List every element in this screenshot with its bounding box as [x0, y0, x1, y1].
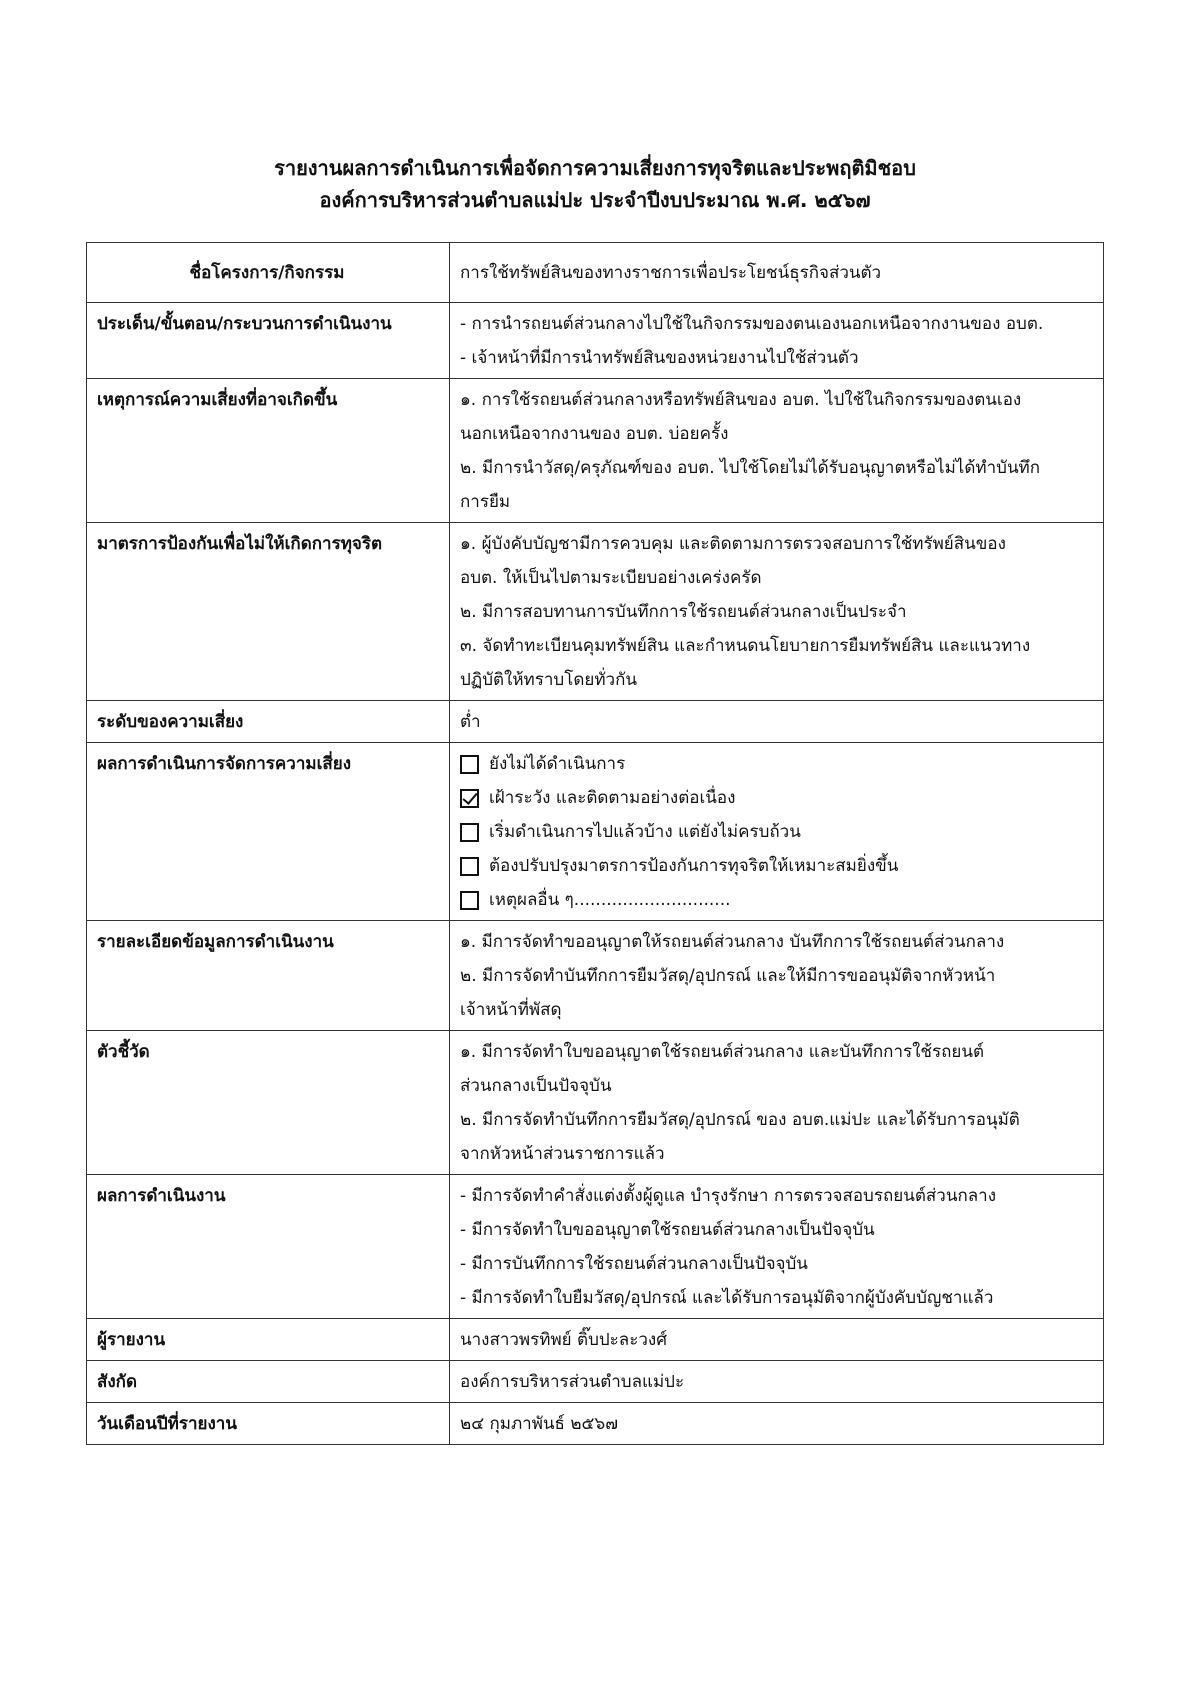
- management-option: [460, 781, 1091, 815]
- prevention-line: ๒. มีการสอบทานการบันทึกการใช้รถยนต์ส่วนกลางเป็นประจำ: [460, 602, 907, 622]
- checkbox-icon[interactable]: [460, 755, 479, 774]
- table-row-project: [87, 243, 1104, 303]
- details-line: ๑. มีการจัดทำขออนุญาตให้รถยนต์ส่วนกลาง บันทึกการใช้รถยนต์ส่วนกลาง: [460, 932, 1005, 952]
- table-row-affiliation: [87, 1361, 1104, 1403]
- table-row-risk-level: [87, 701, 1104, 743]
- indicators-value: [450, 1031, 1104, 1175]
- process-line: - เจ้าหน้าที่มีการนำทรัพย์สินของหน่วยงานไปใช้ส่วนตัว: [460, 348, 859, 368]
- prevention-label: มาตรการป้องกันเพื่อไม่ให้เกิดการทุจริต: [87, 523, 450, 701]
- risk-events-label: เหตุการณ์ความเสี่ยงที่อาจเกิดขึ้น: [87, 379, 450, 523]
- checkbox-icon[interactable]: [460, 823, 479, 842]
- results-line: - มีการบันทึกการใช้รถยนต์ส่วนกลางเป็นปัจจุบัน: [460, 1254, 808, 1274]
- reporter-value: นางสาวพรทิพย์ ติ๊บปะละวงศ์: [450, 1319, 1104, 1361]
- indicators-line: ส่วนกลางเป็นปัจจุบัน: [460, 1076, 612, 1096]
- table-row-results: [87, 1175, 1104, 1319]
- table-row-risk-events: [87, 379, 1104, 523]
- affiliation-value: องค์การบริหารส่วนตำบลแม่ปะ: [450, 1361, 1104, 1403]
- results-line: - มีการจัดทำคำสั่งแต่งตั้งผู้ดูแล บำรุงรักษา การตรวจสอบรถยนต์ส่วนกลาง: [460, 1186, 996, 1206]
- management-option-label: เหตุผลอื่น ๆ.............................: [489, 890, 731, 910]
- report-title-line-2: องค์การบริหารส่วนตำบลแม่ปะ ประจำปีงบประมาณ พ.ศ. ๒๕๖๗: [319, 188, 871, 212]
- indicators-line: ๑. มีการจัดทำใบขออนุญาตใช้รถยนต์ส่วนกลาง และบันทึกการใช้รถยนต์: [460, 1042, 985, 1062]
- risk-events-line: ๑. การใช้รถยนต์ส่วนกลางหรือทรัพย์สินของ อบต. ไปใช้ในกิจกรรมของตนเอง: [460, 390, 1022, 410]
- process-line: - การนำรถยนต์ส่วนกลางไปใช้ในกิจกรรมของตนเองนอกเหนือจากงานของ อบต.: [460, 314, 1044, 334]
- project-value: การใช้ทรัพย์สินของทางราชการเพื่อประโยชน์ธุรกิจส่วนตัว: [450, 243, 1104, 303]
- indicators-label: ตัวชี้วัด: [87, 1031, 450, 1175]
- table-row-management-result: [87, 743, 1104, 921]
- prevention-line: ๓. จัดทำทะเบียนคุมทรัพย์สิน และกำหนดนโยบายการยืมทรัพย์สิน และแนวทาง: [460, 636, 1031, 656]
- affiliation-label: สังกัด: [87, 1361, 450, 1403]
- checkbox-icon[interactable]: [460, 891, 479, 910]
- table-row-process: [87, 303, 1104, 379]
- details-line: ๒. มีการจัดทำบันทึกการยืมวัสดุ/อุปกรณ์ และให้มีการขออนุมัติจากหัวหน้า: [460, 966, 996, 986]
- table-row-indicators: [87, 1031, 1104, 1175]
- details-label: รายละเอียดข้อมูลการดำเนินงาน: [87, 921, 450, 1031]
- prevention-line: ๑. ผู้บังคับบัญชามีการควบคุม และติดตามการตรวจสอบการใช้ทรัพย์สินของ: [460, 534, 1006, 554]
- process-label: ประเด็น/ขั้นตอน/กระบวนการดำเนินงาน: [87, 303, 450, 379]
- management-result-options: [450, 743, 1104, 921]
- report-title-line-1: รายงานผลการดำเนินการเพื่อจัดการความเสี่ยงการทุจริตและประพฤติมิชอบ: [274, 156, 916, 180]
- project-label: ชื่อโครงการ/กิจกรรม: [87, 243, 450, 303]
- results-line: - มีการจัดทำใบยืมวัสดุ/อุปกรณ์ และได้รับการอนุมัติจากผู้บังคับบัญชาแล้ว: [460, 1288, 994, 1308]
- checkbox-icon[interactable]: [460, 857, 479, 876]
- management-option-label: ยังไม่ได้ดำเนินการ: [489, 754, 626, 774]
- results-line: - มีการจัดทำใบขออนุญาตใช้รถยนต์ส่วนกลางเป็นปัจจุบัน: [460, 1220, 875, 1240]
- management-option: [460, 747, 1091, 781]
- results-value: [450, 1175, 1104, 1319]
- report-header: [0, 152, 1190, 216]
- prevention-value: [450, 523, 1104, 701]
- report-date-label: วันเดือนปีที่รายงาน: [87, 1403, 450, 1445]
- risk-events-line: นอกเหนือจากงานของ อบต. บ่อยครั้ง: [460, 424, 729, 444]
- risk-events-line: การยืม: [460, 492, 511, 512]
- reporter-label: ผู้รายงาน: [87, 1319, 450, 1361]
- management-option: [460, 815, 1091, 849]
- details-line: เจ้าหน้าที่พัสดุ: [460, 1000, 562, 1020]
- management-result-label: ผลการดำเนินการจัดการความเสี่ยง: [87, 743, 450, 921]
- indicators-line: ๒. มีการจัดทำบันทึกการยืมวัสดุ/อุปกรณ์ ของ อบต.แม่ปะ และได้รับการอนุมัติ: [460, 1110, 1020, 1130]
- prevention-line: ปฏิบัติให้ทราบโดยทั่วกัน: [460, 670, 638, 690]
- results-label: ผลการดำเนินงาน: [87, 1175, 450, 1319]
- management-option: [460, 849, 1091, 883]
- table-row-prevention: [87, 523, 1104, 701]
- management-option-label: เริ่มดำเนินการไปแล้วบ้าง แต่ยังไม่ครบถ้วน: [489, 822, 801, 842]
- management-option-label: ต้องปรับปรุงมาตรการป้องกันการทุจริตให้เหมาะสมยิ่งขึ้น: [489, 856, 899, 876]
- management-option-label: เฝ้าระวัง และติดตามอย่างต่อเนื่อง: [489, 788, 736, 808]
- risk-level-value: ต่ำ: [450, 701, 1104, 743]
- prevention-line: อบต. ให้เป็นไปตามระเบียบอย่างเคร่งครัด: [460, 568, 762, 588]
- management-option: [460, 883, 1091, 917]
- risk-level-label: ระดับของความเสี่ยง: [87, 701, 450, 743]
- report-table: [86, 242, 1104, 1445]
- risk-events-value: [450, 379, 1104, 523]
- table-row-reporter: [87, 1319, 1104, 1361]
- details-value: [450, 921, 1104, 1031]
- indicators-line: จากหัวหน้าส่วนราชการแล้ว: [460, 1144, 665, 1164]
- checkbox-icon[interactable]: [460, 789, 479, 808]
- report-date-value: ๒๔ กุมภาพันธ์ ๒๕๖๗: [450, 1403, 1104, 1445]
- process-value: [450, 303, 1104, 379]
- risk-events-line: ๒. มีการนำวัสดุ/ครุภัณฑ์ของ อบต. ไปใช้โดยไม่ได้รับอนุญาตหรือไม่ได้ทำบันทึก: [460, 458, 1041, 478]
- table-row-report-date: [87, 1403, 1104, 1445]
- table-row-details: [87, 921, 1104, 1031]
